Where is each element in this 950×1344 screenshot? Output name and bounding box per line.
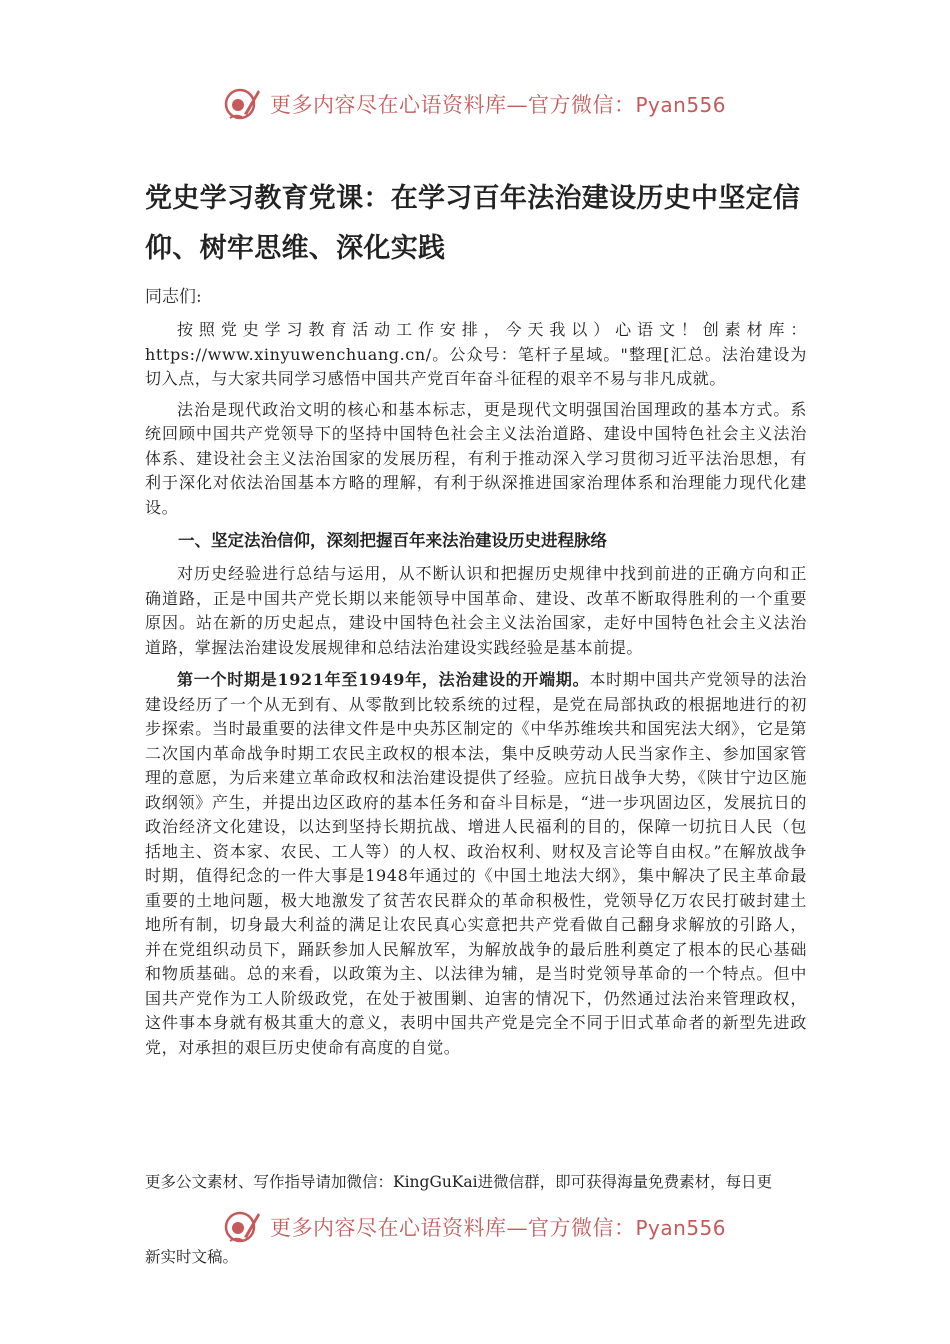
first-period-body: 本时期中国共产党领导的法治建设经历了一个从无到有、从零散到比较系统的过程，是党在局部执政的根据地进行的初步探索。当时最重要的法律文件是中央苏区制定的《中华苏维埃共和国宪法大纲》，它是第二次国内革命战争时期工农民主政权的根本法，集中反映劳动人民当家作主、参加国家管理的意愿，为后来建立革命政权和法治建设提供了经验。应抗日战争大势，《陕甘宁边区施政纲领》产生，并提出边区政府的基本任务和奋斗目标是，“进一步巩固边区，发展抗日的政治经济文化建设，以达到坚持长期抗战、增进人民福利的目的，保障一切抗日人民（包括地主、资本家、农民、工人等）的人权、政治权利、财权及言论等自由权。”在解放战争时期，值得纪念的一件大事是1948年通过的《中国土地法大纲》，集中解决了民主革命最重要的土地问题，极大地激发了贫苦农民群众的革命积极性，党领导亿万农民打破封建土地所有制，切身最大利益的满足让农民真心实意把共产党看做自己翻身求解放的引路人，并在党组织动员下，踊跃参加人民解放军，为解放战争的最后胜利奠定了根本的民心基础和物质基础。总的来看，以政策为主、以法律为辅，是当时党领导革命的一个特点。但中国共产党作为工人阶级政党，在处于被围剿、迫害的情况下，仍然通过法治来管理政权，这件事本身就有极其重大的意义，表明中国共产党是完全不同于旧式革命者的新型先进政党，对承担的艰巨历史使命有高度的自觉。	[145, 670, 807, 1057]
section-heading-1: 一、坚定法治信仰，深刻把握百年来法治建设历史进程脉络	[178, 531, 607, 550]
footer-banner	[222, 1205, 742, 1249]
paragraph-rule-of-law: 法治是现代政治文明的核心和基本标志，更是现代文明强国治国理政的基本方式。系统回顾中国共产党领导下的坚持中国特色社会主义法治道路、建设中国特色社会主义法治体系、建设社会主义法治国家的发展历程，有利于推动深入学习贯彻习近平法治思想，有利于深化对依法治国基本方略的理解，有利于纵深推进国家治理体系和治理能力现代化建设。	[145, 399, 807, 517]
document-body	[145, 318, 807, 1068]
banner-text	[270, 1212, 726, 1242]
paragraph-intro: 按照党史学习教育活动工作安排，今天我以）心语文！创素材库：https://www.xinyuwenchuang.cn/。公众号：笔杆子星域。"整理[汇总。法治建设为切入点，与大家共同学习感悟中国共产党百年奋斗征程的艰辛不易与非凡成就。	[145, 320, 807, 388]
footer-note: 更多公文素材、写作指导请加微信：KingGuKai进微信群，即可获得海量免费素材，每日更	[145, 1173, 773, 1191]
banner-label: 更多内容尽在心语资料库—官方微信：	[270, 93, 636, 117]
footer-note-continued: 新实时文稿。	[145, 1248, 239, 1266]
banner-wechat-id: Pyan556	[635, 93, 727, 117]
pen-logo-icon	[222, 84, 262, 124]
salutation: 同志们:	[145, 287, 202, 307]
paragraph-first-period	[145, 668, 807, 1060]
banner-wechat-id: Pyan556	[635, 1216, 727, 1240]
header-banner	[222, 82, 742, 126]
pen-logo-icon	[222, 1207, 262, 1247]
page-title: 党史学习教育党课：在学习百年法治建设历史中坚定信仰、树牢思维、深化实践	[145, 183, 801, 264]
paragraph-history-experience: 对历史经验进行总结与运用，从不断认识和把握历史规律中找到前进的正确方向和正确道路，正是中国共产党长期以来能领导中国革命、建设、改革不断取得胜利的一个重要原因。站在新的历史起点，建设中国特色社会主义法治国家，走好中国特色社会主义法治道路，掌握法治建设发展规律和总结法治建设实践经验是基本前提。	[145, 564, 807, 657]
first-period-lead: 第一个时期是1921年至1949年，法治建设的开端期。	[177, 670, 590, 689]
banner-text	[270, 89, 726, 119]
banner-label: 更多内容尽在心语资料库—官方微信：	[270, 1216, 636, 1240]
